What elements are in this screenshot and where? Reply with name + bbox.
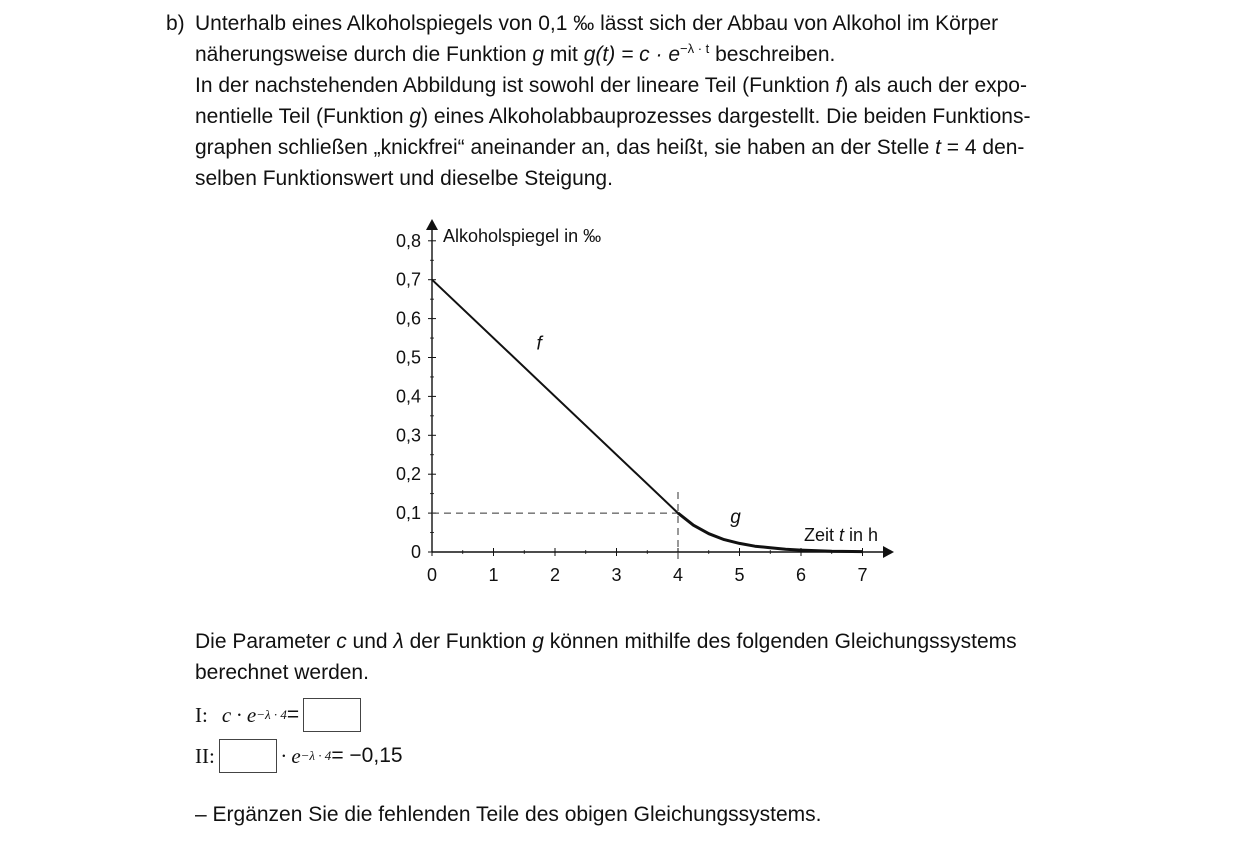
y-tick-label: 0,2	[395, 464, 421, 485]
eq2-answer-box[interactable]	[219, 739, 277, 773]
curve-label-f: f	[536, 333, 542, 355]
x-tick-label: 5	[734, 565, 745, 585]
para-line-1: Die Parameter c und λ der Funktion g können mithilfe des folgenden Gleichungssystems	[195, 630, 1017, 653]
x-tick-label: 0	[426, 565, 438, 585]
x-axis-label: Zeit t in h	[804, 525, 879, 545]
x-tick-label: 7	[857, 565, 868, 585]
x-tick-label: 4	[672, 565, 684, 585]
eq1-label: I:	[195, 702, 208, 727]
curve-label-g: g	[730, 506, 741, 528]
y-axis-label: Alkoholspiegel in ‰	[443, 226, 602, 246]
y-tick-label: 0,3	[395, 425, 421, 446]
y-tick-label: 0,7	[395, 269, 421, 290]
y-tick-label: 0,5	[395, 347, 421, 368]
task-instruction: – Ergänzen Sie die fehlenden Teile des obigen Gleichungssystems.	[195, 803, 822, 826]
x-tick-label: 6	[795, 565, 807, 585]
eq2-label: II:	[195, 743, 215, 768]
eq1-answer-box[interactable]	[303, 698, 361, 732]
intro-line-4: nentielle Teil (Funktion g) eines Alkoholabbauprozesses dargestellt. Die beiden Funktions-	[195, 105, 1031, 128]
x-tick-label: 1	[488, 565, 499, 585]
y-tick-label: 0,4	[395, 386, 421, 407]
series-f-line	[432, 280, 678, 513]
x-axis-arrow-icon	[883, 546, 894, 558]
x-tick-label: 3	[611, 565, 622, 585]
equation-2: II: · e −λ · 4 = −0,15	[195, 738, 403, 774]
y-tick-label: 0,8	[395, 230, 421, 251]
intro-line-2: näherungsweise durch die Funktion g mit $g(t) = c \cdot e^{-\lambda \cdot t}$ beschreiben.	[195, 41, 836, 66]
intro-line-1: Unterhalb eines Alkoholspiegels von 0,1 ‰ lässt sich der Abbau von Alkohol im Körper	[195, 12, 999, 35]
intro-line-3: In der nachstehenden Abbildung ist sowohl der lineare Teil (Funktion f) als auch der expo-	[195, 74, 1027, 97]
y-tick-label: 0,1	[395, 503, 421, 524]
y-tick-label: 0,6	[395, 308, 421, 329]
parameter-paragraph	[195, 626, 1095, 688]
para-line-2: berechnet werden.	[195, 661, 369, 684]
x-tick-label: 2	[549, 565, 561, 585]
y-axis-arrow-icon	[426, 219, 438, 230]
intro-line-5: graphen schließen „knickfrei“ aneinander an, das heißt, sie haben an der Stelle t = 4 den-	[195, 136, 1025, 159]
intro-line-6: selben Funktionswert und dieselbe Steigung.	[195, 167, 613, 190]
y-tick-label: 0	[410, 542, 421, 562]
task-label: b)	[166, 12, 185, 35]
equation-1: I: c · e −λ · 4 =	[195, 697, 365, 733]
